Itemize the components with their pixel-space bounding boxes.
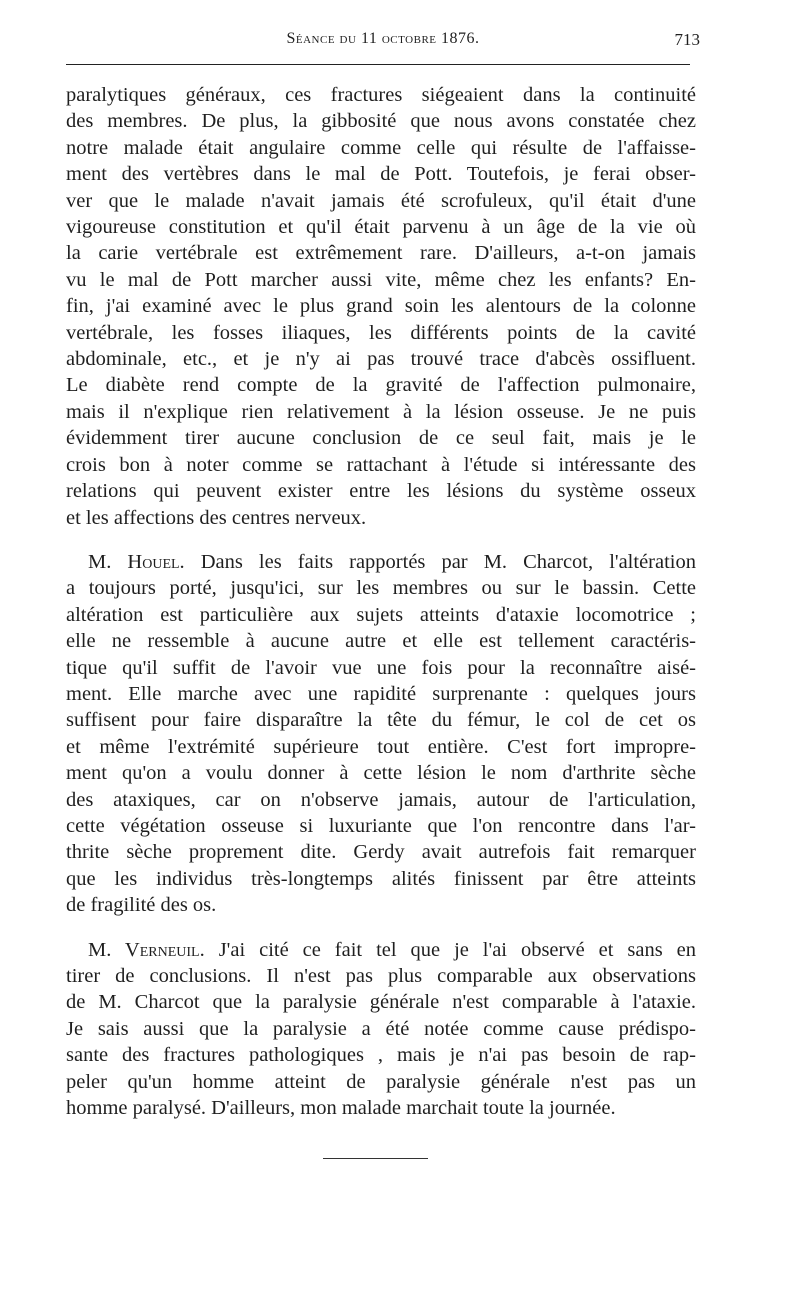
body-text xyxy=(66,82,696,1121)
text-line: relations qui peuvent exister entre les lésions du système osseux xyxy=(66,480,696,503)
text-line: et les affections des centres nerveux. xyxy=(66,506,367,529)
text-line: crois bon à noter comme se rattachant à l'étude si intéressante des xyxy=(66,453,696,476)
text-line: des membres. De plus, la gibbosité que nous avons constatée chez xyxy=(66,110,696,133)
text-line: cette végétation osseuse si luxuriante que l'on rencontre dans l'ar- xyxy=(66,814,696,837)
text-line: altération est particulière aux sujets atteints d'ataxie locomotrice ; xyxy=(66,603,696,626)
text-line: ver que le malade n'avait jamais été scrofuleux, qu'il était d'une xyxy=(66,189,696,212)
paragraph-continuation xyxy=(66,82,696,531)
text-line: tique qu'il suffit de l'avoir vue une fois pour la reconnaître aisé- xyxy=(66,656,696,679)
text-line: évidemment tirer aucune conclusion de ce seul fait, mais je le xyxy=(66,427,696,450)
text-line: tirer de conclusions. Il n'est pas plus comparable aux observations xyxy=(66,965,696,987)
page-number: 713 xyxy=(674,30,700,49)
running-title: Séance du 11 octobre 1876. xyxy=(286,30,480,47)
text-line: mais il n'explique rien relativement à la lésion osseuse. Je ne puis xyxy=(66,400,696,423)
text-line: ment des vertèbres dans le mal de Pott. Toutefois, je ferai obser- xyxy=(66,163,696,186)
text-line: suffisent pour faire disparaître la tête du fémur, le col de cet os xyxy=(66,709,696,732)
text-line: paralytiques généraux, ces fractures siégeaient dans la continuité xyxy=(66,84,696,106)
text-line: notre malade était angulaire comme celle qui résulte de l'affaisse- xyxy=(66,136,696,159)
text-line: Je sais aussi que la paralysie a été notée comme cause prédispo- xyxy=(66,1017,696,1040)
text-line: vigoureuse constitution et qu'il était parvenu à un âge de la vie où xyxy=(66,216,696,239)
text-line: elle ne ressemble à aucune autre et elle est tellement caractéris- xyxy=(66,630,696,653)
text-line: peler qu'un homme atteint de paralysie générale n'est pas un xyxy=(66,1070,696,1093)
text-line: et même l'extrémité supérieure tout entière. C'est fort impropre- xyxy=(66,735,696,758)
paragraph-houel xyxy=(66,549,696,919)
end-rule xyxy=(323,1158,428,1159)
text-line: abdominale, etc., et je n'y ai pas trouvé trace d'abcès ossifluent. xyxy=(66,348,696,371)
text-line xyxy=(66,549,696,575)
text-line: la carie vertébrale est extrêmement rare. D'ailleurs, a-t-on jamais xyxy=(66,242,696,265)
text-line: de M. Charcot que la paralysie générale n'est comparable à l'ataxie. xyxy=(66,991,696,1014)
text-line: ment. Elle marche avec une rapidité surprenante : quelques jours xyxy=(66,682,696,705)
text-line: sante des fractures pathologiques , mais je n'ai pas besoin de rap- xyxy=(66,1044,696,1067)
text-line: des ataxiques, car on n'observe jamais, autour de l'articulation, xyxy=(66,788,696,811)
text-line: fin, j'ai examiné avec le plus grand soin les alentours de la colonne xyxy=(66,295,696,318)
header-rule xyxy=(66,64,690,65)
text-line: vertébrale, les fosses iliaques, les différents points de la cavité xyxy=(66,321,696,344)
speaker-line-text: J'ai cité ce fait tel que je l'ai observé et sans en xyxy=(218,938,696,961)
text-line: de fragilité des os. xyxy=(66,894,217,917)
text-line: homme paralysé. D'ailleurs, mon malade marchait toute la journée. xyxy=(66,1097,616,1120)
running-head xyxy=(66,30,700,58)
speaker-name: M. Verneuil. xyxy=(88,938,205,961)
speaker-name: M. Houel. xyxy=(88,550,185,573)
paragraph-verneuil xyxy=(66,937,696,1122)
text-line xyxy=(66,937,696,963)
text-line: ment qu'on a voulu donner à cette lésion le nom d'arthrite sèche xyxy=(66,762,696,785)
text-line: a toujours porté, jusqu'ici, sur les membres ou sur le bassin. Cette xyxy=(66,577,696,600)
text-line: Le diabète rend compte de la gravité de l'affection pulmonaire, xyxy=(66,374,696,397)
text-line: thrite sèche proprement dite. Gerdy avait autrefois fait remarquer xyxy=(66,841,696,864)
speaker-line-text: Dans les faits rapportés par M. Charcot, l'altération xyxy=(200,550,696,573)
text-line: vu le mal de Pott marcher aussi vite, même chez les enfants? En- xyxy=(66,268,696,291)
text-line: que les individus très-longtemps alités finissent par être atteints xyxy=(66,867,696,890)
